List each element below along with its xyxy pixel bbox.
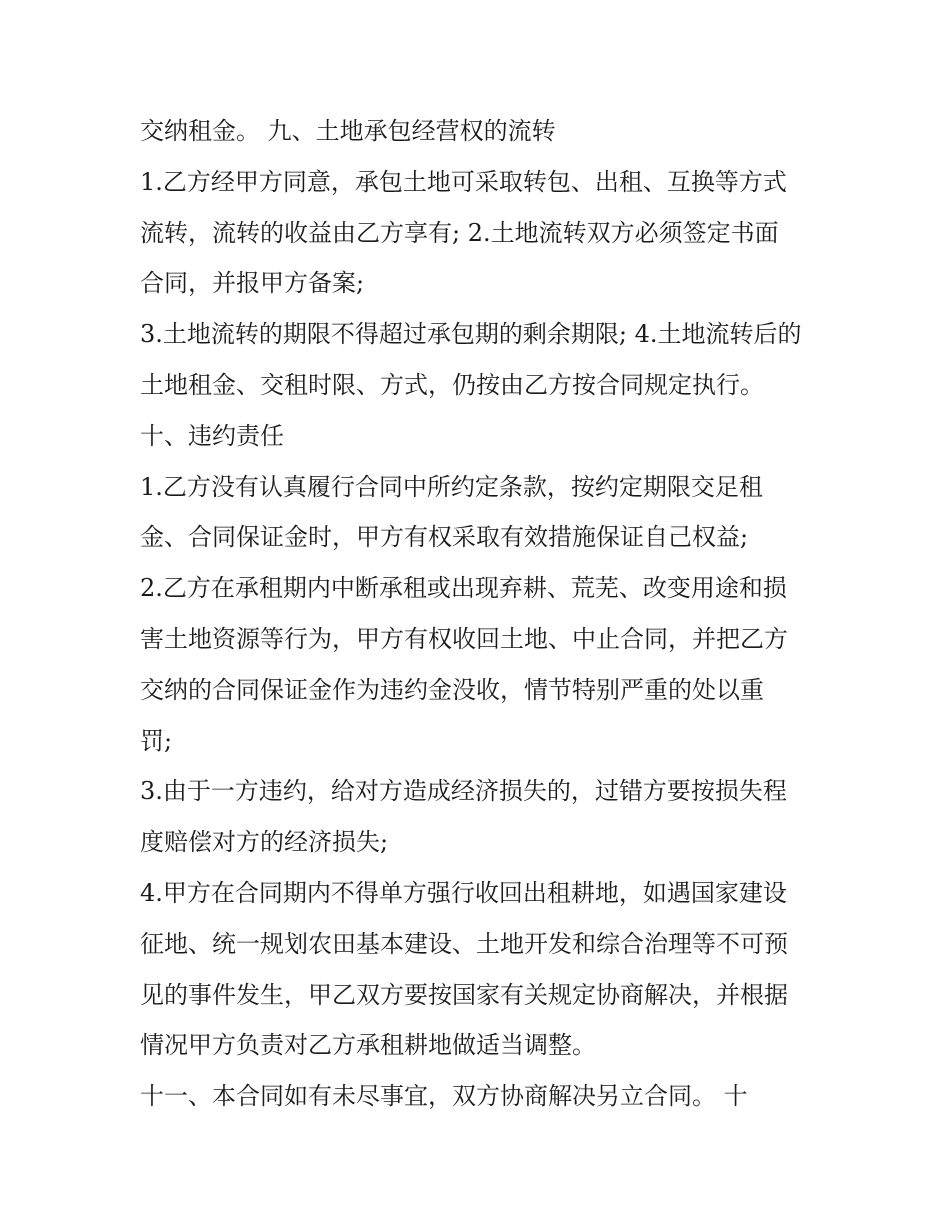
text-line: 交纳租金。 九、土地承包经营权的流转 bbox=[140, 117, 556, 145]
text-line: 度赔偿对方的经济损失; bbox=[140, 828, 389, 857]
text-line: 金、合同保证金时，甲方有权采取有效措施保证自己权益; bbox=[140, 523, 749, 552]
text-line: 罚; bbox=[140, 726, 173, 755]
text-line: 土地租金、交租时限、方式，仍按由乙方按合同规定执行。 bbox=[140, 370, 764, 399]
text-line: 见的事件发生，甲乙双方要按国家有关规定协商解决，并根据 bbox=[140, 980, 788, 1009]
text-line: 流转，流转的收益由乙方享有; 2.土地流转双方必须签定书面 bbox=[140, 218, 779, 247]
text-line: 3.由于一方违约，给对方造成经济损失的，过错方要按损失程 bbox=[140, 777, 787, 806]
text-line: 合同，并报甲方备案; bbox=[140, 269, 365, 298]
text-line: 1.乙方经甲方同意，承包土地可采取转包、出租、互换等方式 bbox=[140, 167, 787, 196]
text-line: 交纳的合同保证金作为违约金没收，情节特别严重的处以重 bbox=[140, 675, 764, 704]
text-line: 2.乙方在承租期内中断承租或出现弃耕、荒芜、改变用途和损 bbox=[140, 574, 787, 603]
text-line: 征地、统一规划农田基本建设、土地开发和综合治理等不可预 bbox=[140, 929, 788, 958]
text-line: 1.乙方没有认真履行合同中所约定条款，按约定期限交足租 bbox=[140, 472, 763, 501]
text-line: 3.土地流转的期限不得超过承包期的剩余期限; 4.土地流转后的 bbox=[140, 320, 802, 349]
section-heading: 十、违约责任 bbox=[140, 421, 284, 450]
contract-text-body bbox=[140, 106, 820, 1122]
text-line: 4.甲方在合同期内不得单方强行收回出租耕地，如遇国家建设 bbox=[140, 878, 787, 907]
text-line: 十一、本合同如有未尽事宜，双方协商解决另立合同。 十 bbox=[140, 1082, 748, 1111]
text-line: 情况甲方负责对乙方承租耕地做适当调整。 bbox=[140, 1031, 596, 1060]
text-line: 害土地资源等行为，甲方有权收回土地、中止合同，并把乙方 bbox=[140, 624, 788, 653]
